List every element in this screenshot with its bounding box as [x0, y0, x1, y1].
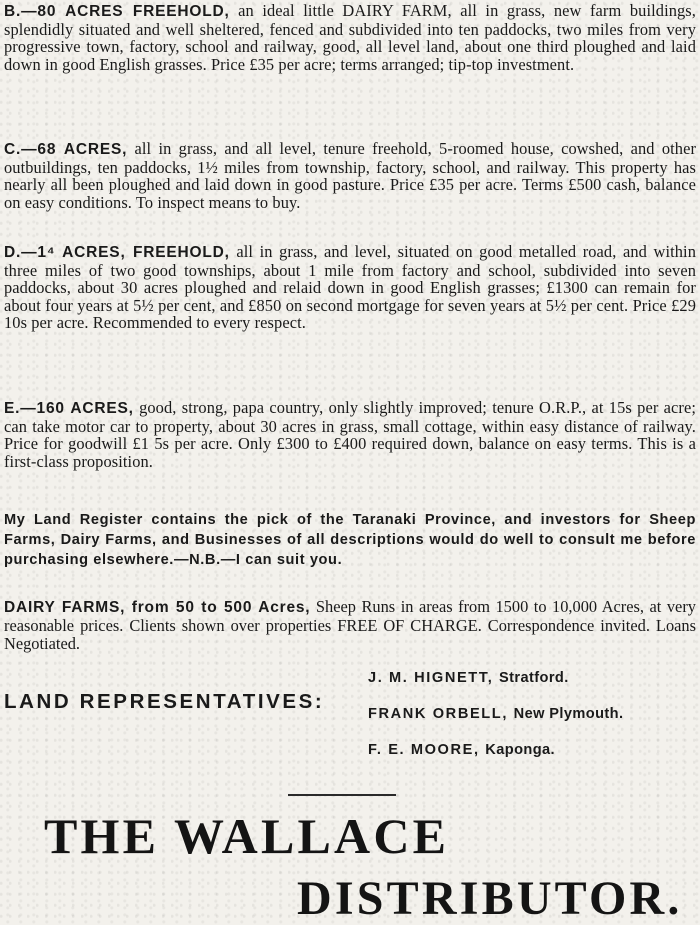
listing-c — [4, 140, 696, 211]
dairy-farms-notice — [4, 598, 696, 653]
listing-lead: C.—68 ACRES, — [4, 141, 128, 158]
listing-d — [4, 243, 696, 332]
listing-lead: B.—80 ACRES FREEHOLD, — [4, 3, 230, 20]
dairy-farms-text: Sheep Runs in areas from 1500 to 10,000 Acres, at very reasonable prices. Clients shown over properties FREE OF CHARGE. Correspondence invited. Loans Negotiated. — [4, 597, 696, 653]
listing-e — [4, 399, 696, 470]
listing-text: good, strong, papa country, only slightly improved; tenure O.R.P., at 15s per acre; can take motor car to property, about 30 acres in grass, small cottage, within easy distance of railway. Price for goodwill £1 5s per acre. Only £300 to £400 required down, balance on easy terms. This is a first-class proposition. — [4, 398, 696, 471]
listing-text: all in grass, and level, situated on good metalled road, and within three miles of two good townships, about 1 mile from factory and school, subdivided into seven paddocks, about 30 acres ploughed and relaid down in good English grasses; £1300 can remain for about four years at 5½ per cent, and £850 on second mortgage for seven years at 5½ per cent. Price £29 10s per acre. Recommended to every respect. — [4, 242, 696, 333]
representative-name: FRANK ORBELL, — [368, 706, 508, 722]
representative-orbell — [368, 706, 623, 722]
section-divider — [288, 794, 396, 796]
masthead-line-1: THE WALLACE — [44, 808, 450, 864]
listing-lead: D.—1⁴ ACRES, FREEHOLD, — [4, 244, 230, 261]
representative-name: F. E. MOORE, — [368, 742, 480, 758]
listing-text: an ideal little DAIRY FARM, all in grass, new farm buildings, splendidly situated and well sheltered, fenced and subdivided into ten paddocks, two miles from very progressive town, factory, school and railway, good, all level land, about one third ploughed and laid down in good English grasses. Price £35 per acre; terms arranged; tip-top investment. — [4, 1, 696, 74]
land-register-notice: My Land Register contains the pick of the Taranaki Province, and investors for Sheep Farms, Dairy Farms, and Businesses of all descriptions would do well to consult me before purchasing elsewhere.—N.B.—I can suit you. — [4, 512, 696, 568]
representative-moore — [368, 742, 555, 758]
land-representatives-heading: LAND REPRESENTATIVES: — [4, 690, 325, 713]
representative-place: New Plymouth. — [513, 706, 624, 722]
representative-hignett — [368, 670, 569, 686]
listing-lead: E.—160 ACRES, — [4, 400, 134, 417]
listing-text: all in grass, and all level, tenure freehold, 5-roomed house, cowshed, and other outbuildings, ten paddocks, 1½ miles from township, factory, school, and railway. This property has nearly all been ploughed and laid down in good pasture. Price £35 per acre. Terms £500 cash, balance on easy conditions. To inspect means to buy. — [4, 139, 697, 212]
dairy-farms-lead: DAIRY FARMS, from 50 to 500 Acres, — [4, 599, 311, 616]
representative-place: Kaponga. — [485, 742, 555, 758]
listing-b — [4, 2, 696, 73]
representative-place: Stratford. — [499, 670, 569, 686]
representative-name: J. M. HIGNETT, — [368, 670, 494, 686]
masthead-line-2: DISTRIBUTOR. — [297, 872, 683, 925]
